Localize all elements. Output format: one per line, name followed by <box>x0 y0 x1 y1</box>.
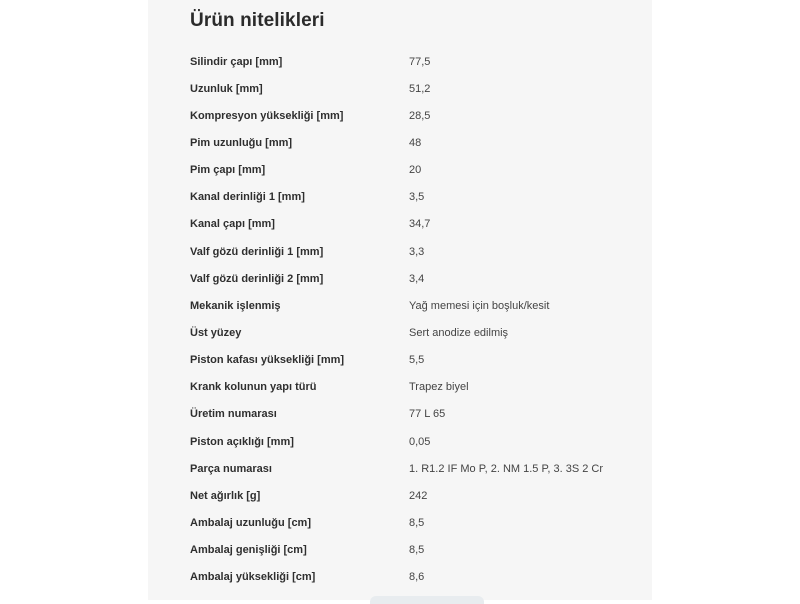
attribute-value: Yağ memesi için boşluk/kesit <box>409 299 550 312</box>
attribute-label: Pim uzunluğu [mm] <box>190 136 293 149</box>
attribute-value: 1. R1.2 IF Mo P, 2. NM 1.5 P, 3. 3S 2 Cr <box>409 462 604 475</box>
attribute-label: Silindir çapı [mm] <box>190 55 283 68</box>
attribute-value: 20 <box>409 164 422 177</box>
table-row <box>190 401 630 428</box>
section-title: Ürün nitelikleri <box>190 10 325 31</box>
attribute-label: Ambalaj yüksekliği [cm] <box>190 571 316 584</box>
attribute-value: 51,2 <box>409 82 431 95</box>
attribute-value: 28,5 <box>409 109 431 122</box>
table-row <box>190 75 630 102</box>
attribute-label: Valf gözü derinliği 1 [mm] <box>190 245 324 258</box>
table-row <box>190 184 630 211</box>
table-row <box>190 564 630 591</box>
attribute-label: Ambalaj genişliği [cm] <box>190 544 307 557</box>
attribute-label: Kanal derinliği 1 [mm] <box>190 191 305 204</box>
attribute-label: Kanal çapı [mm] <box>190 218 275 231</box>
attribute-value: 3,3 <box>409 245 425 258</box>
attribute-label: Valf gözü derinliği 2 [mm] <box>190 272 324 285</box>
attribute-value: 5,5 <box>409 354 425 367</box>
attribute-label: Krank kolunun yapı türü <box>190 381 317 394</box>
attribute-value: 3,4 <box>409 272 425 285</box>
attribute-value: 77,5 <box>409 55 431 68</box>
attribute-value: 8,6 <box>409 571 425 584</box>
attribute-value: 3,5 <box>409 191 425 204</box>
table-row <box>190 347 630 374</box>
attribute-label: Üst yüzey <box>190 326 242 339</box>
attribute-value: 8,5 <box>409 544 425 557</box>
table-row <box>190 509 630 536</box>
attribute-label: Mekanik işlenmiş <box>190 299 281 312</box>
table-row <box>190 129 630 156</box>
partially-visible-button[interactable] <box>370 596 484 604</box>
table-row <box>190 428 630 455</box>
table-row <box>190 238 630 265</box>
attribute-label: Piston açıklığı [mm] <box>190 435 294 448</box>
attribute-label: Uzunluk [mm] <box>190 82 263 95</box>
attribute-label: Kompresyon yüksekliği [mm] <box>190 109 344 122</box>
attribute-value: Sert anodize edilmiş <box>409 326 509 339</box>
attribute-label: Üretim numarası <box>190 408 277 421</box>
table-row <box>190 102 630 129</box>
table-row <box>190 537 630 564</box>
attribute-label: Piston kafası yüksekliği [mm] <box>190 354 345 367</box>
table-row <box>190 455 630 482</box>
product-attributes-panel <box>148 0 652 600</box>
attributes-table <box>190 48 630 591</box>
attribute-label: Net ağırlık [g] <box>190 489 261 502</box>
attribute-value: 0,05 <box>409 435 431 448</box>
table-row <box>190 482 630 509</box>
attribute-label: Ambalaj uzunluğu [cm] <box>190 516 311 529</box>
table-row <box>190 292 630 319</box>
table-row <box>190 48 630 75</box>
attribute-value: 34,7 <box>409 218 431 231</box>
attribute-label: Parça numarası <box>190 462 272 475</box>
table-row <box>190 374 630 401</box>
attribute-value: 8,5 <box>409 516 425 529</box>
attribute-label: Pim çapı [mm] <box>190 164 266 177</box>
table-row <box>190 265 630 292</box>
table-row <box>190 157 630 184</box>
attribute-value: 242 <box>409 489 428 502</box>
table-row <box>190 211 630 238</box>
attribute-value: 77 L 65 <box>409 408 446 421</box>
attribute-value: 48 <box>409 136 422 149</box>
attribute-value: Trapez biyel <box>409 381 469 394</box>
table-row <box>190 319 630 346</box>
